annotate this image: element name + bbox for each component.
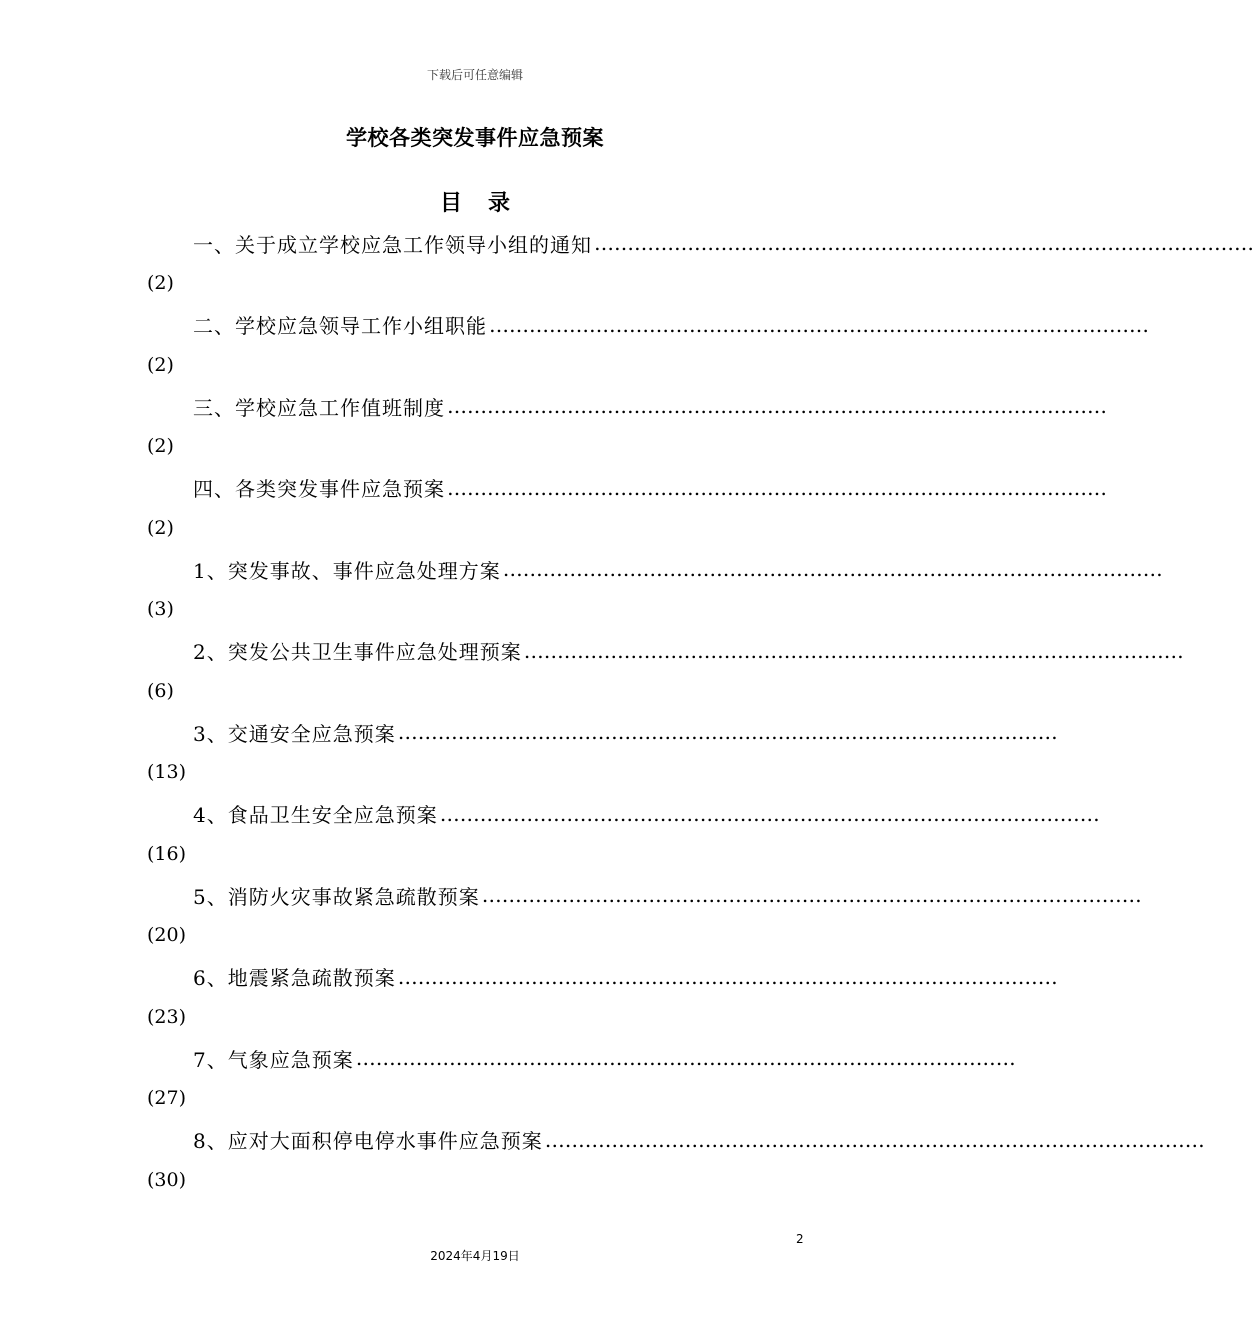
toc-entry[interactable]: [147, 960, 1058, 1042]
toc-entry-line: [193, 471, 1107, 505]
toc-entry-page: (16): [147, 842, 187, 865]
toc-entry-title: 三、学校应急工作值班制度: [193, 395, 445, 420]
toc-entry-page: (23): [147, 1005, 187, 1028]
toc-entry-title: 1、突发事故、事件应急处理方案: [193, 558, 501, 583]
toc-entry-page: (6): [147, 679, 174, 702]
toc-leader-dots: ………………………………………………………………………………………: [502, 557, 1163, 581]
header-note: 下载后可任意编辑: [426, 68, 523, 82]
toc-leader-dots: ………………………………………………………………………………………: [481, 883, 1142, 907]
toc-entry-line: [193, 797, 1100, 831]
toc-entry-page: (2): [147, 272, 174, 294]
page-number: 2: [796, 1232, 804, 1246]
toc-entry-title: 3、交通安全应急预案: [193, 721, 396, 746]
toc-entry-line: [193, 1123, 1205, 1157]
toc-leader-dots: ………………………………………………………………………………………: [594, 231, 1254, 255]
toc-entry-line: [193, 878, 1142, 912]
toc-leader-dots: ………………………………………………………………………………………: [447, 475, 1107, 500]
toc-entry-page: (2): [147, 516, 174, 539]
toc-entry-title: 4、食品卫生安全应急预案: [193, 803, 438, 827]
toc-leader-dots: ………………………………………………………………………………………: [523, 638, 1184, 663]
toc-leader-dots: ………………………………………………………………………………………: [439, 801, 1100, 826]
toc-entry-line: [193, 552, 1163, 586]
toc-entry-page: (3): [147, 598, 174, 620]
toc-entry[interactable]: [147, 634, 1184, 716]
toc-entry[interactable]: [147, 1123, 1205, 1205]
toc-entry[interactable]: [147, 226, 1254, 308]
toc-entry-page: (2): [147, 435, 174, 457]
toc-leader-dots: ………………………………………………………………………………………: [447, 394, 1107, 418]
toc-entry-page: (30): [147, 1168, 187, 1191]
toc-entry-title: 7、气象应急预案: [193, 1047, 354, 1072]
toc-entry[interactable]: [147, 552, 1163, 634]
toc-leader-dots: ………………………………………………………………………………………: [397, 964, 1058, 989]
toc-entry-line: [193, 308, 1149, 342]
toc-entry[interactable]: [147, 797, 1100, 879]
toc-entry[interactable]: [147, 471, 1107, 553]
toc-leader-dots: ………………………………………………………………………………………: [544, 1127, 1205, 1152]
footer-date: 2024年4月19日: [430, 1249, 520, 1263]
toc-entry-line: [193, 226, 1254, 260]
table-of-contents: [147, 226, 1254, 1204]
toc-entry-page: (2): [147, 353, 174, 376]
toc-entry-title: 8、应对大面积停电停水事件应急预案: [193, 1129, 543, 1153]
toc-entry-line: [193, 1041, 1016, 1075]
toc-entry-line: [193, 389, 1107, 423]
toc-entry-title: 四、各类突发事件应急预案: [193, 477, 445, 501]
toc-entry-page: (20): [147, 924, 187, 946]
toc-leader-dots: ………………………………………………………………………………………: [397, 720, 1058, 744]
toc-entry-title: 5、消防火灾事故紧急疏散预案: [193, 884, 480, 909]
toc-entry-title: 二、学校应急领导工作小组职能: [193, 314, 487, 338]
toc-leader-dots: ………………………………………………………………………………………: [355, 1046, 1016, 1070]
toc-entry-title: 一、关于成立学校应急工作领导小组的通知: [193, 232, 592, 257]
toc-entry-page: (13): [147, 761, 187, 783]
toc-leader-dots: ………………………………………………………………………………………: [489, 312, 1149, 337]
toc-entry[interactable]: [147, 715, 1058, 797]
toc-entry[interactable]: [147, 1041, 1016, 1123]
document-title: 学校各类突发事件应急预案: [346, 126, 604, 150]
toc-entry-line: [193, 715, 1058, 749]
toc-entry[interactable]: [147, 308, 1149, 390]
toc-entry-page: (27): [147, 1087, 187, 1109]
toc-entry-title: 2、突发公共卫生事件应急处理预案: [193, 640, 522, 664]
toc-entry[interactable]: [147, 878, 1142, 960]
toc-entry[interactable]: [147, 389, 1107, 471]
toc-entry-line: [193, 960, 1058, 994]
toc-heading: 目录: [439, 191, 536, 216]
toc-entry-line: [193, 634, 1184, 668]
toc-entry-title: 6、地震紧急疏散预案: [193, 966, 396, 990]
